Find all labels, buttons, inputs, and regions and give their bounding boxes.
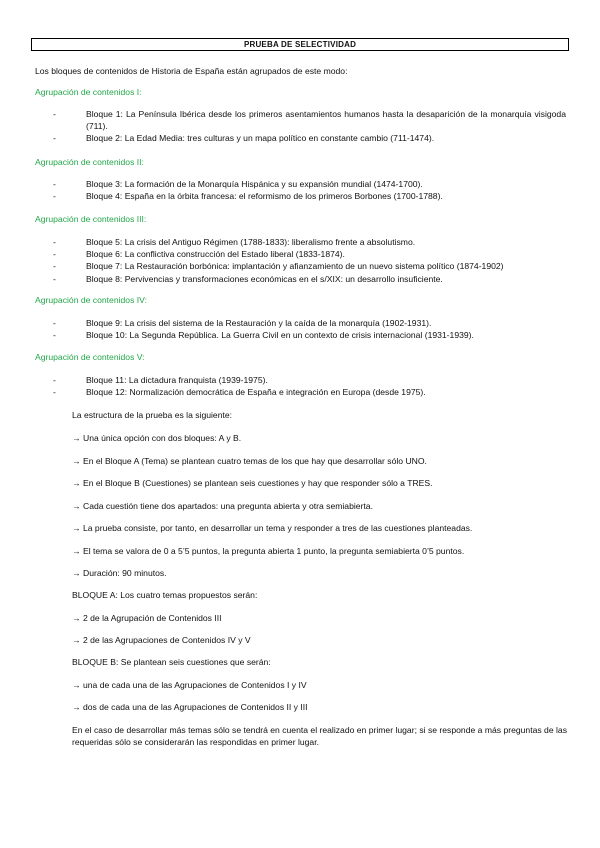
block-b-item: → una de cada una de las Agrupaciones de Contenidos I y IV (72, 680, 307, 690)
block-b-heading: BLOQUE B: Se plantean seis cuestiones que serán: (72, 657, 271, 667)
block-a-item: → 2 de la Agrupación de Contenidos III (72, 613, 222, 623)
list-item: - Bloque 2: La Edad Media: tres culturas y un mapa político en constante cambio (711-1474). (53, 133, 435, 144)
block-b-item: → dos de cada una de las Agrupaciones de Contenidos II y III (72, 702, 308, 712)
list-item: - Bloque 3: La formación de la Monarquía Hispánica y su expansión mundial (1474-1700). (53, 179, 423, 189)
closing-paragraph: En el caso de desarrollar más temas sólo se tendrá en cuenta el realizado en primer lugar; si se responde a más preguntas de las requeridas sólo se considerarán las respondidas en primer lugar. (72, 725, 567, 748)
block-a-item: → 2 de las Agrupaciones de Contenidos IV y V (72, 635, 251, 645)
group-heading-3: Agrupación de contenidos III: (35, 214, 147, 224)
structure-intro: La estructura de la prueba es la siguiente: (72, 410, 233, 420)
structure-item: → En el Bloque A (Tema) se plantean cuatro temas de los que hay que desarrollar sólo UNO. (72, 456, 427, 466)
list-item: - Bloque 10: La Segunda República. La Guerra Civil en un contexto de crisis internacional (1931-1939). (53, 330, 474, 341)
group-heading-2: Agrupación de contenidos II: (35, 157, 144, 167)
intro-text: Los bloques de contenidos de Historia de España están agrupados de este modo: (35, 66, 348, 76)
structure-item: → Una única opción con dos bloques: A y B. (72, 433, 242, 443)
structure-item: → En el Bloque B (Cuestiones) se plantean seis cuestiones y hay que responder sólo a TRES. (72, 478, 433, 488)
list-item: - Bloque 8: Pervivencias y transformaciones económicas en el s/XIX: un desarrollo insuficiente. (53, 273, 443, 284)
group-1-list (35, 108, 566, 145)
list-item: - Bloque 5: La crisis del Antiguo Régimen (1788-1833): liberalismo frente a absolutismo. (53, 237, 416, 247)
group-3-list (35, 236, 566, 285)
list-item: - Bloque 11: La dictadura franquista (1939-1975). (53, 375, 268, 385)
page-title: PRUEBA DE SELECTIVIDAD (31, 38, 569, 51)
block-a-heading: BLOQUE A: Los cuatro temas propuestos serán: (72, 590, 258, 600)
list-item: - Bloque 12: Normalización democrática de España e integración en Europa (desde 1975). (53, 387, 426, 398)
group-2-list (35, 178, 566, 202)
structure-item: → El tema se valora de 0 a 5’5 puntos, la pregunta abierta 1 punto, la pregunta semiabierta 0’5 puntos. (72, 546, 465, 556)
group-4-list (35, 317, 566, 341)
list-item: - Bloque 6: La conflictiva construcción del Estado liberal (1833-1874). (53, 249, 345, 260)
list-item: - Bloque 1: La Península Ibérica desde los primeros asentamientos humanos hasta la desaparición de la monarquía visigoda (711). (53, 109, 566, 132)
list-item: - Bloque 9: La crisis del sistema de la Restauración y la caída de la monarquía (1902-1931). (53, 318, 432, 328)
list-item: - Bloque 7: La Restauración borbónica: implantación y afianzamiento de un nuevo sistema político (1874-1902) (53, 261, 504, 272)
group-heading-5: Agrupación de contenidos V: (35, 352, 145, 362)
group-heading-1: Agrupación de contenidos I: (35, 87, 142, 97)
structure-item: → Cada cuestión tiene dos apartados: una pregunta abierta y otra semiabierta. (72, 501, 373, 511)
structure-item: → Duración: 90 minutos. (72, 568, 167, 578)
group-heading-4: Agrupación de contenidos IV: (35, 295, 147, 305)
list-item: - Bloque 4: España en la órbita francesa: el reformismo de los primeros Borbones (1700-1788). (53, 191, 443, 202)
structure-item: → La prueba consiste, por tanto, en desarrollar un tema y responder a tres de las cuestiones planteadas. (72, 523, 473, 533)
group-5-list (35, 374, 566, 398)
